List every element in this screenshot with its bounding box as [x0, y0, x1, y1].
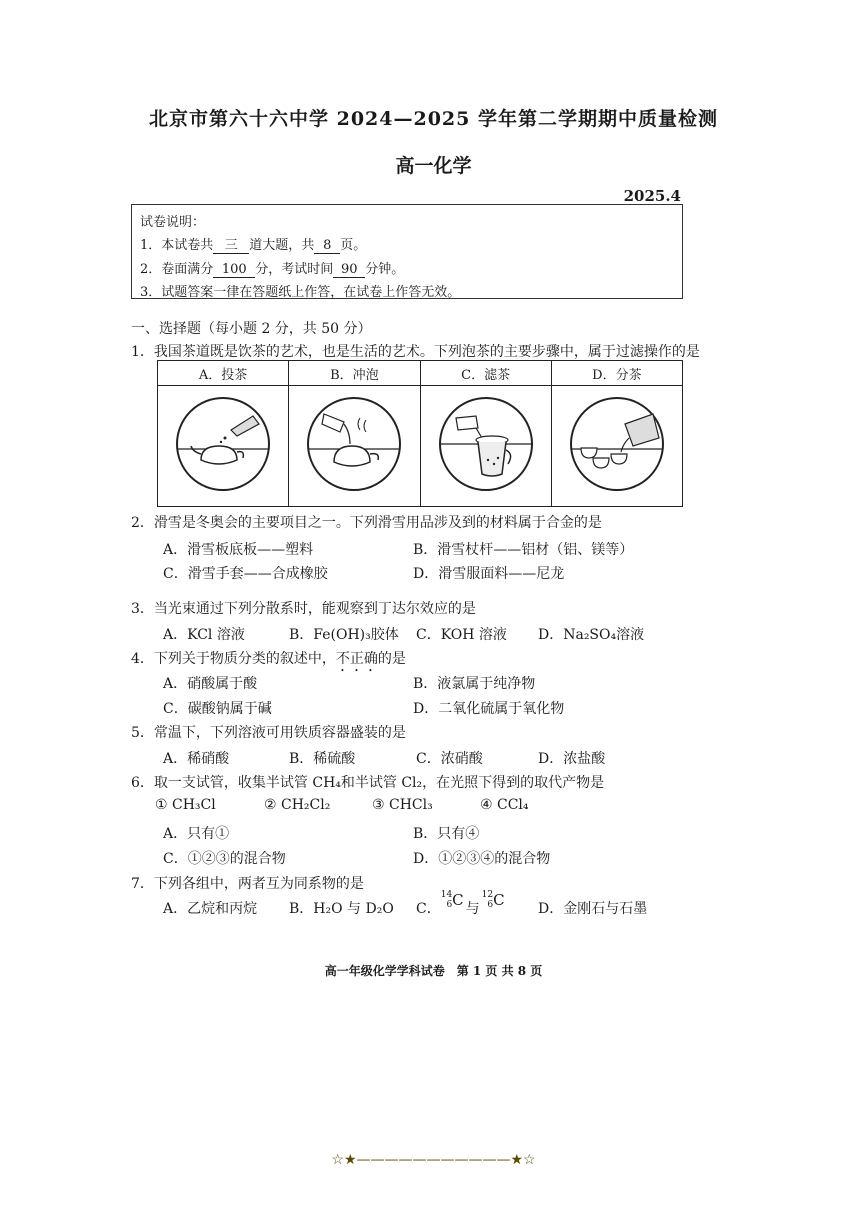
tea-serve-illustration	[551, 386, 682, 507]
nuclide-2-numbers: 12 6	[481, 890, 494, 910]
question-5-option-b: B．稀硫酸	[289, 751, 356, 767]
question-7-option-c: C． 14 6 C 与 12 6 C	[416, 890, 505, 917]
decorative-divider: ☆★———————————★☆	[331, 1152, 536, 1168]
page-footer: 高一年级化学学科试卷 第 1 页 共 8 页	[324, 964, 543, 978]
question-2-option-d: D．滑雪服面料——尼龙	[413, 566, 565, 582]
option-a-label: A．投茶	[158, 361, 289, 386]
question-6-option-d: D．①②③④的混合物	[413, 851, 551, 867]
tea-steps-table	[157, 360, 683, 507]
question-6-product-1: ① CH₃Cl	[155, 797, 216, 813]
instruction-line-3: 3．试题答案一律在答题纸上作答，在试卷上作答无效。	[140, 285, 461, 300]
question-6-option-b: B．只有④	[413, 826, 480, 842]
tea-strainer-icon	[436, 394, 536, 494]
question-6-product-3: ③ CHCl₃	[372, 797, 433, 813]
question-3-option-b: B．Fe(OH)₃胶体	[289, 627, 399, 643]
question-5-option-a: A．稀硝酸	[163, 751, 230, 767]
question-6-product-4: ④ CCl₄	[480, 797, 529, 813]
question-3-option-c: C．KOH 溶液	[416, 627, 507, 643]
question-4-stem: 4．下列关于物质分类的叙述中，不正确的是	[131, 651, 406, 667]
option-b-label: B．冲泡	[289, 361, 420, 386]
instructions-heading: 试卷说明：	[140, 215, 206, 230]
question-7-option-b: B．H₂O 与 D₂O	[289, 901, 394, 917]
question-7-option-d: D．金刚石与石墨	[538, 901, 648, 917]
question-4-option-b: B．液氯属于纯净物	[413, 676, 536, 692]
tea-cups-icon	[567, 394, 667, 494]
question-3-option-a: A．KCl 溶液	[163, 627, 245, 643]
tea-add-illustration	[158, 386, 289, 507]
question-5-stem: 5．常温下，下列溶液可用铁质容器盛装的是	[131, 725, 406, 741]
instruction-line-2: 2．卷面满分 100 分，考试时间 90 分钟。	[140, 262, 405, 277]
option-d-label: D．分茶	[551, 361, 682, 386]
question-3-option-d: D．Na₂SO₄溶液	[538, 627, 645, 643]
question-7-option-a: A．乙烷和丙烷	[163, 901, 258, 917]
question-5-option-c: C．浓硝酸	[416, 751, 483, 767]
exam-date: 2025.4	[623, 187, 681, 205]
nuclide-1-numbers: 14 6	[440, 890, 453, 910]
question-6-option-c: C．①②③的混合物	[163, 851, 286, 867]
emphasis-text: 不正确	[335, 651, 378, 667]
question-2-option-c: C．滑雪手套——合成橡胶	[163, 566, 328, 582]
question-6-stem: 6．取一支试管，收集半试管 CH₄和半试管 Cl₂，在光照下得到的取代产物是	[131, 775, 605, 791]
section-heading: 一、选择题（每小题 2 分，共 50 分）	[131, 321, 372, 337]
question-count-value: 三	[213, 234, 249, 254]
question-4-option-d: D．二氧化硫属于氧化物	[413, 701, 565, 717]
question-2-option-b: B．滑雪杖杆——铝材（铝、镁等）	[413, 542, 634, 558]
full-score-value: 100	[213, 262, 255, 278]
page-count-value: 8	[314, 238, 340, 254]
question-1-stem: 1．我国茶道既是饮茶的艺术，也是生活的艺术。下列泡茶的主要步骤中，属于过滤操作的是	[131, 344, 700, 360]
option-c-label: C．滤茶	[420, 361, 551, 386]
question-4-option-c: C．碳酸钠属于碱	[163, 701, 272, 717]
question-5-option-d: D．浓盐酸	[538, 751, 606, 767]
exam-instructions-box	[131, 204, 683, 299]
tea-filter-illustration	[420, 386, 551, 507]
time-value: 90	[333, 262, 365, 278]
subject-title: 高一化学	[395, 155, 472, 177]
page-title: 北京市第六十六中学 2024—2025 学年第二学期期中质量检测	[149, 108, 718, 130]
question-6-product-2: ② CH₂Cl₂	[264, 797, 331, 813]
instruction-line-1: 1．本试卷共 三 道大题，共 8 页。	[140, 234, 366, 254]
question-4-option-a: A．硝酸属于酸	[163, 676, 258, 692]
question-3-stem: 3．当光束通过下列分散系时，能观察到丁达尔效应的是	[131, 601, 476, 617]
question-6-option-a: A．只有①	[163, 826, 230, 842]
question-2-stem: 2．滑雪是冬奥会的主要项目之一。下列滑雪用品涉及到的材料属于合金的是	[131, 515, 602, 531]
kettle-pour-icon	[304, 394, 404, 494]
tea-brew-illustration	[289, 386, 420, 507]
question-2-option-a: A．滑雪板底板——塑料	[163, 542, 314, 558]
question-7-stem: 7．下列各组中，两者互为同系物的是	[131, 876, 364, 892]
teapot-leaves-icon	[173, 394, 273, 494]
